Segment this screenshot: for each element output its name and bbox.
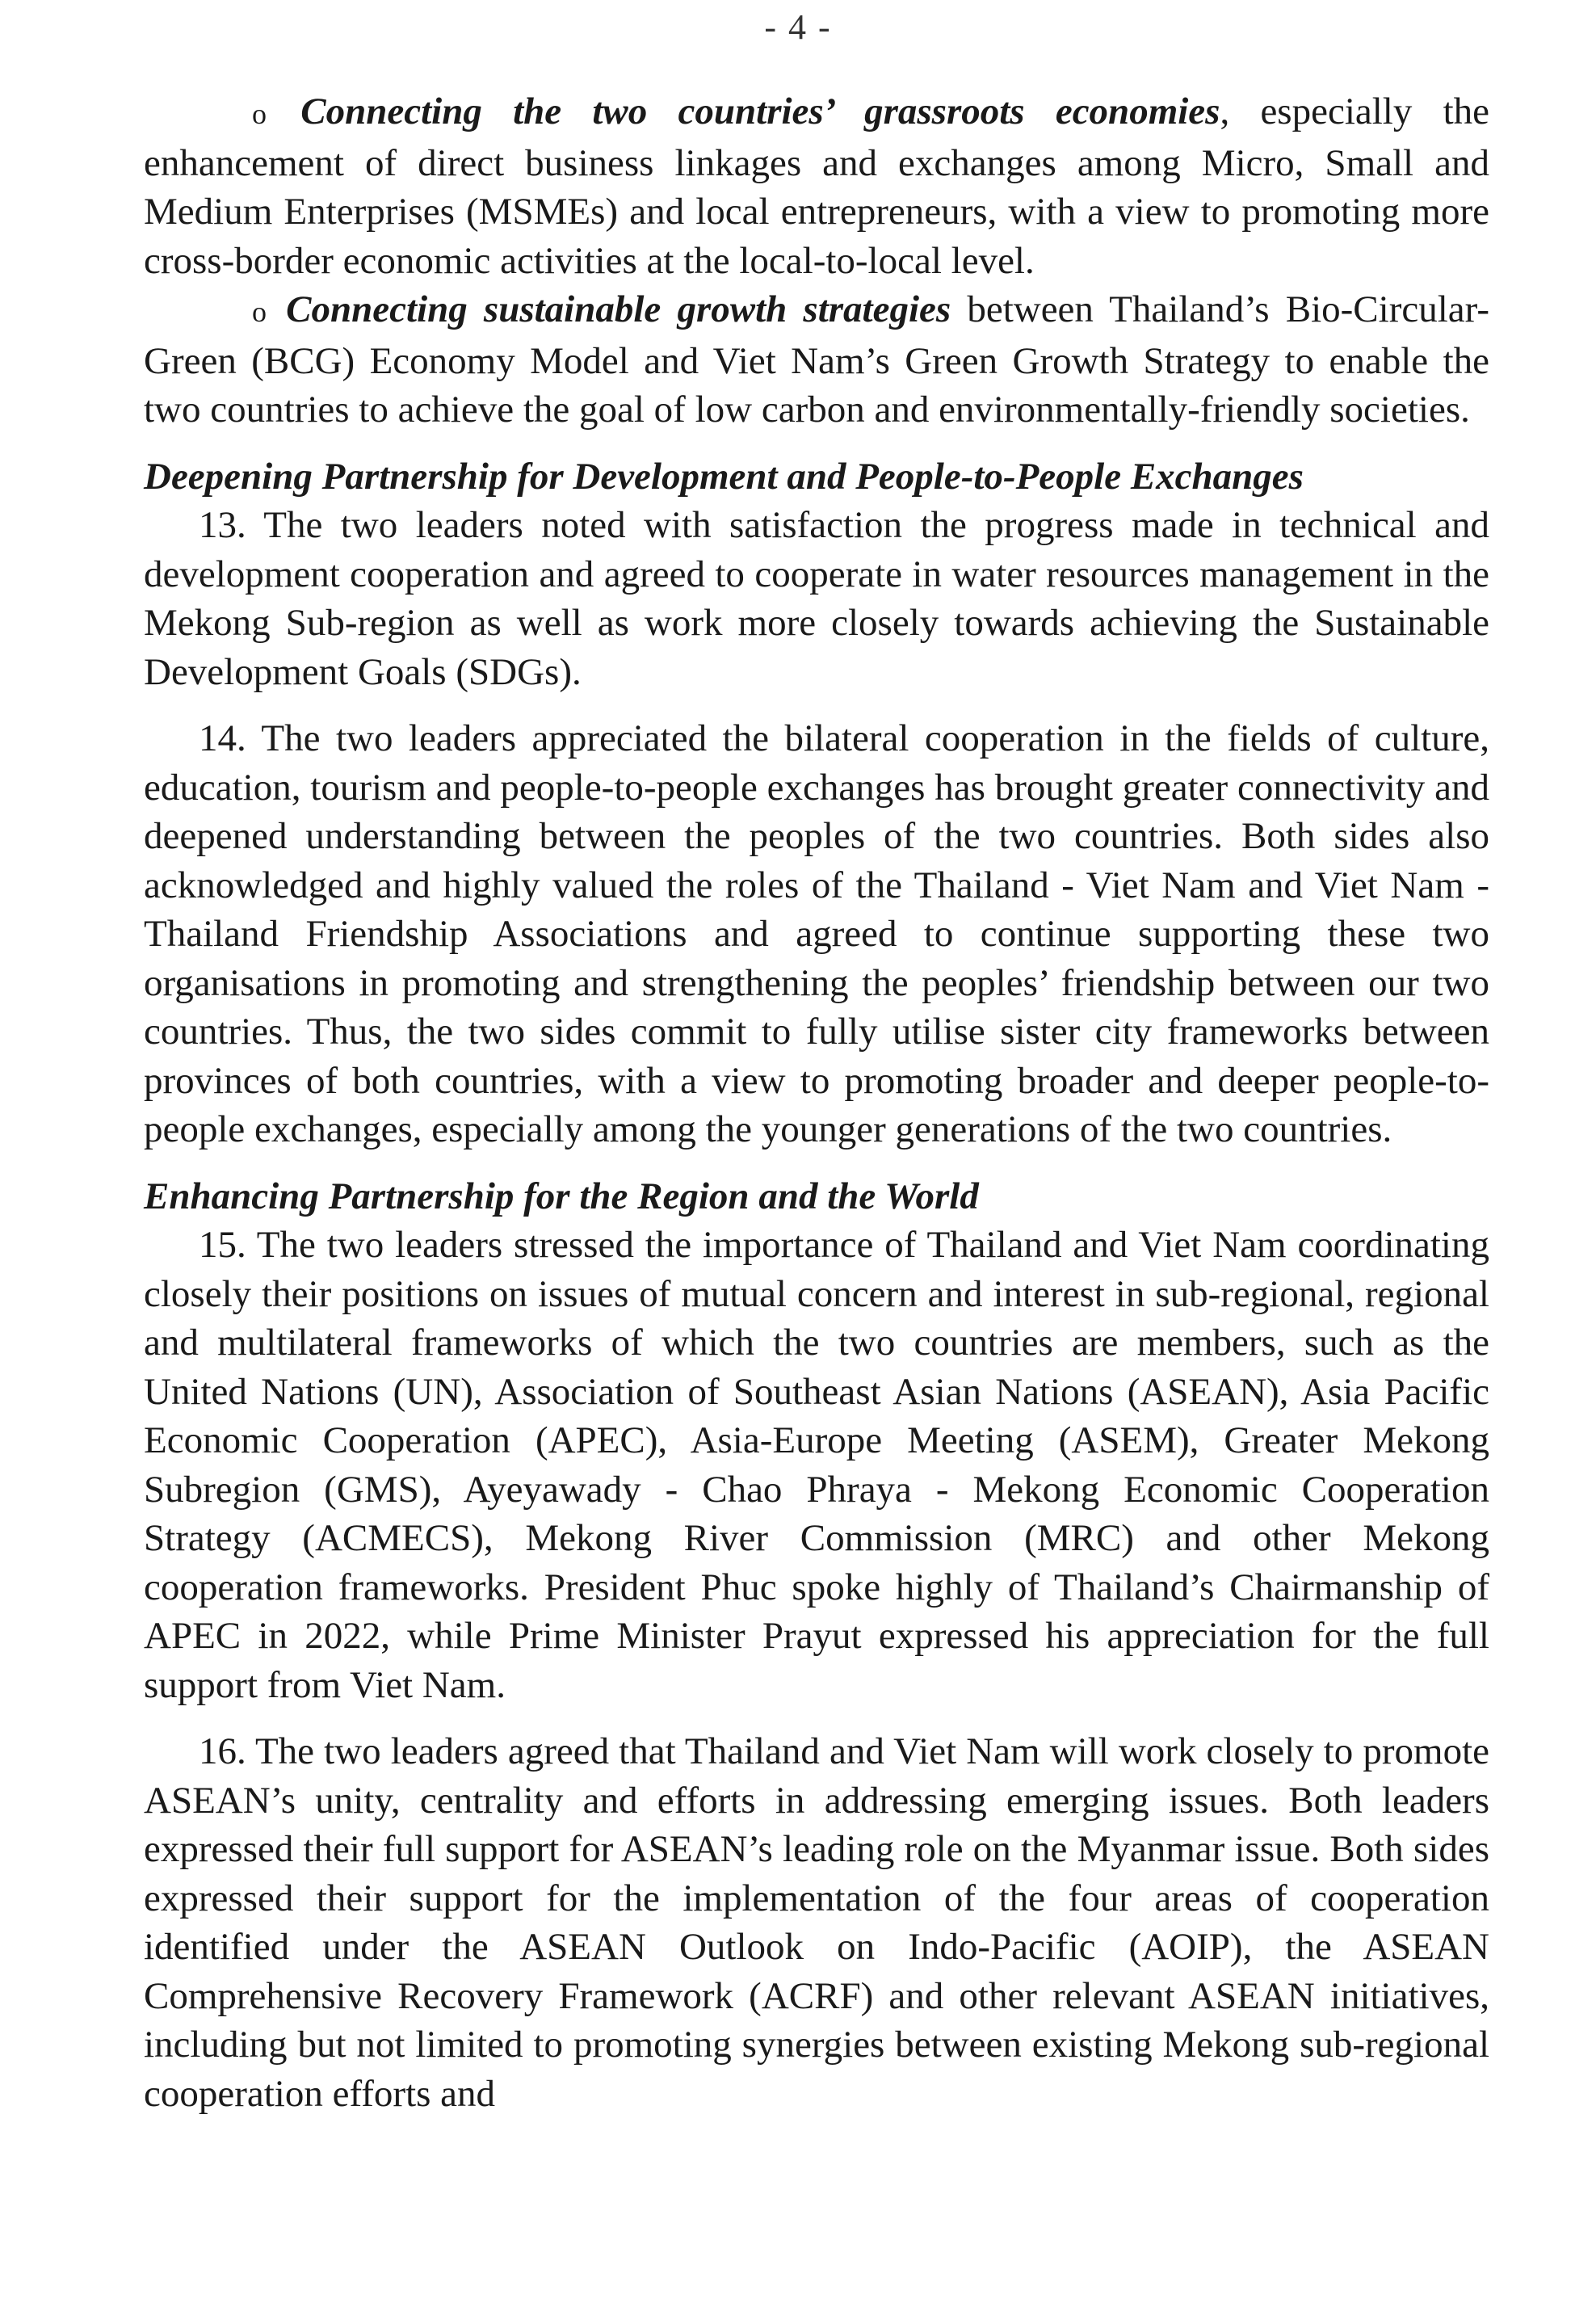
paragraph-16: 16. The two leaders agreed that Thailand and Viet Nam will work closely to promote ASEAN’s unity, centrality and efforts in addressing emerging issues. Both leaders expressed their full support for ASEAN’s leading role on the Myanmar issue. Both sides expressed their support for the implementation of the four areas of cooperation identified under the ASEAN Outlook on Indo-Pacific (AOIP), the ASEAN Comprehensive Recovery Framework (ACRF) and other relevant ASEAN initiatives, including but not limited to promoting synergies between existing Mekong sub-regional cooperation efforts and: [144, 1730, 1489, 2115]
bullet-item-grassroots: [144, 87, 1489, 285]
bullet-item-sustainable-growth: [144, 285, 1489, 435]
page-number: - 4 -: [764, 7, 832, 47]
section-heading-development: Deepening Partnership for Development and People-to-People Exchanges: [144, 455, 1304, 498]
bullet-marker: o: [252, 98, 267, 130]
paragraph-13: 13. The two leaders noted with satisfaction the progress made in technical and development cooperation and agreed to cooperate in water resources management in the Mekong Sub-region as well as work more closely towards achieving the Sustainable Development Goals (SDGs).: [144, 504, 1489, 693]
document-body: [144, 87, 1489, 2118]
paragraph-14: 14. The two leaders appreciated the bilateral cooperation in the fields of culture, education, tourism and people-to-people exchanges has brought greater connectivity and deepened understanding between the peoples of the two countries. Both sides also acknowledged and highly valued the roles of the Thailand - Viet Nam and Viet Nam - Thailand Friendship Associations and agreed to continue supporting these two organisations in promoting and strengthening the peoples’ friendship between our two countries. Thus, the two sides commit to fully utilise sister city frameworks between provinces of both countries, with a view to promoting broader and deeper people-to-people exchanges, especially among the younger generations of the two countries.: [144, 717, 1489, 1150]
bullet-body-text: between Thailand’s Bio-Circular-Green (BCG) Economy Model and Viet Nam’s Green Growth Strategy to enable the two countries to achieve the goal of low carbon and environmentally-friendly societies.: [144, 288, 1490, 431]
bullet-lead-text: Connecting sustainable growth strategies: [286, 288, 951, 330]
bullet-body-text: , especially the enhancement of direct business linkages and exchanges among Micro, Small and Medium Enterprises (MSMEs) and local entrepreneurs, with a view to promoting more cross-border economic activities at the local-to-local level.: [144, 90, 1490, 282]
bullet-marker: o: [252, 296, 267, 328]
section-heading-region-world: Enhancing Partnership for the Region and the World: [144, 1175, 979, 1217]
bullet-lead-text: Connecting the two countries’ grassroots economies: [300, 90, 1220, 132]
paragraph-15: 15. The two leaders stressed the importance of Thailand and Viet Nam coordinating closely their positions on issues of mutual concern and interest in sub-regional, regional and multilateral frameworks of which the two countries are members, such as the United Nations (UN), Association of Southeast Asian Nations (ASEAN), Asia Pacific Economic Cooperation (APEC), Asia-Europe Meeting (ASEM), Greater Mekong Subregion (GMS), Ayeyawady - Chao Phraya - Mekong Economic Cooperation Strategy (ACMECS), Mekong River Commission (MRC) and other Mekong cooperation frameworks. President Phuc spoke highly of Thailand’s Chairmanship of APEC in 2022, while Prime Minister Prayut expressed his appreciation for the full support from Viet Nam.: [144, 1224, 1489, 1706]
